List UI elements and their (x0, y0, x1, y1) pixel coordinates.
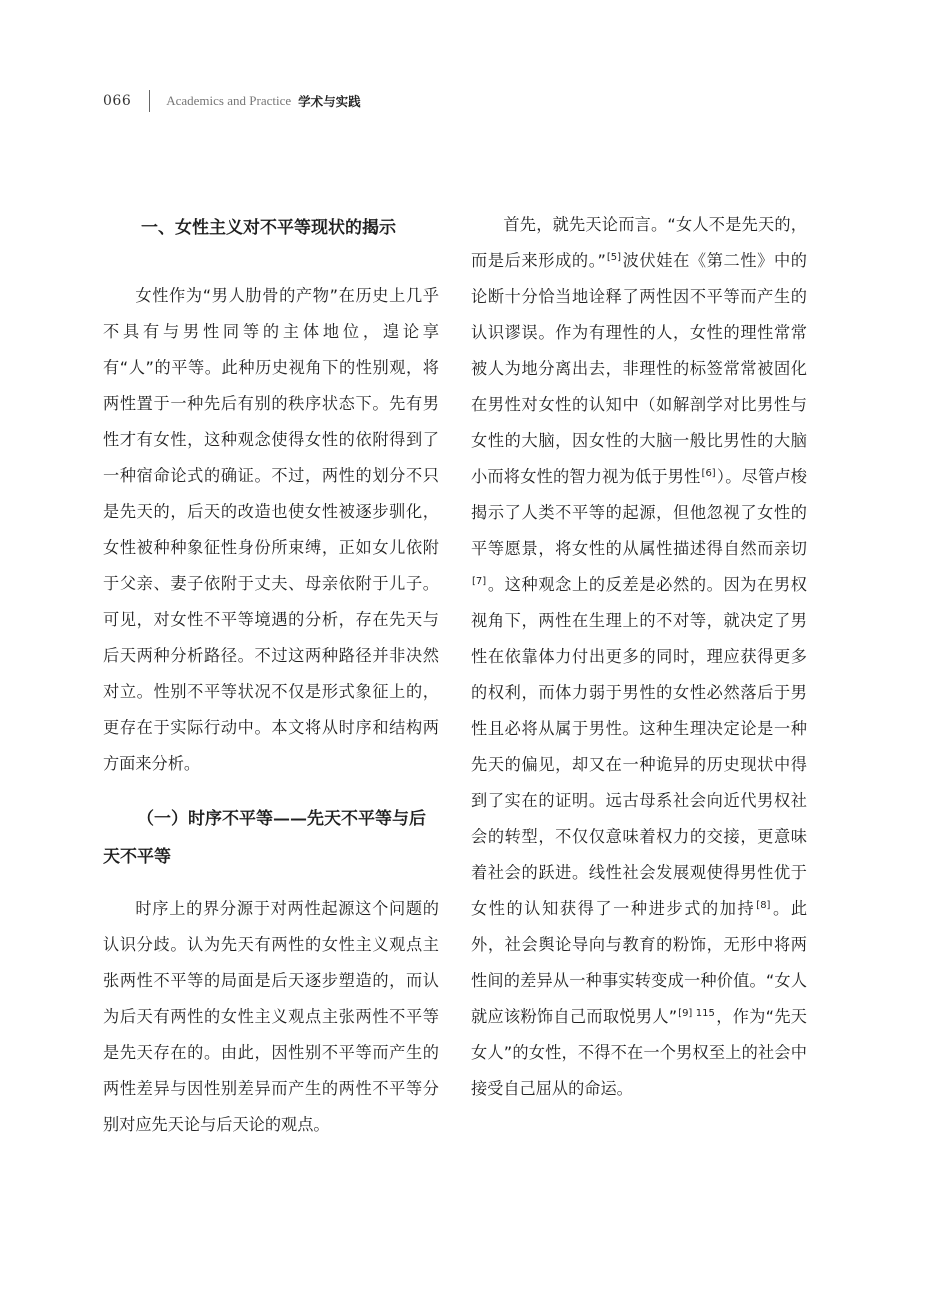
citation-ref: [9] 115 (678, 1007, 715, 1019)
citation-ref: [8] (756, 899, 771, 911)
journal-title-chinese: 学术与实践 (298, 94, 361, 109)
text-segment: ，作为“先天女人”的女性，不得不在一个男权至上的社会中接受自己屈从的命运。 (471, 1007, 807, 1098)
body-paragraph: 女性作为“男人肋骨的产物”在历史上几乎不具有与男性同等的主体地位，遑论享有“人”的平等。此种历史视角下的性别观，将两性置于一种先后有别的秩序状态下。先有男性才有女性，这种观念使得女性的依附得到了一种宿命论式的确证。不过，两性的划分不只是先天的，后天的改造也使女性被逐步驯化，女性被种种象征性身份所束缚，正如女儿依附于父亲、妻子依附于丈夫、母亲依附于儿子。可见，对女性不平等境遇的分析，存在先天与后天两种分析路径。不过这两种路径并非决然对立。性别不平等状况不仅是形式象征上的，更存在于实际行动中。本文将从时序和结构两方面来分析。 (103, 286, 439, 773)
text-segment: ）。尽管卢梭揭示了人类不平等的起源，但他忽视了女性的平等愿景，将女性的从属性描述得自然而亲切 (471, 467, 807, 558)
left-column (103, 206, 439, 1143)
journal-title-english: Academics and Practice (166, 93, 292, 108)
text-segment: 波伏娃在《第二性》中的论断十分恰当地诠释了两性因不平等而产生的认识谬误。作为有理性的人，女性的理性常常被人为地分离出去，非理性的标签常常被固化在男性对女性的认知中（如解剖学对比男性与女性的大脑，因女性的大脑一般比男性的大脑小而将女性的智力视为低于男性 (471, 251, 807, 486)
text-segment: 。此外，社会舆论导向与教育的粉饰，无形中将两性间的差异从一种事实转变成一种价值。“女人就应该粉饰自己而取悦男人” (471, 899, 808, 1026)
section-heading: 一、女性主义对不平等现状的揭示 (141, 218, 396, 238)
body-paragraph (471, 207, 807, 1107)
right-column (471, 206, 807, 1107)
subsection-heading: （一）时序不平等——先天不平等与后天不平等 (103, 809, 426, 867)
text-segment: 首先，就先天论而言。“女人不是先天的，而是后来形成的。” (471, 215, 807, 270)
citation-ref: [6] (701, 467, 716, 479)
text-segment: 。这种观念上的反差是必然的。因为在男权视角下，两性在生理上的不对等，就决定了男性在依靠体力付出更多的同时，理应获得更多的权利，而体力弱于男性的女性必然落后于男性且必将从属于男性。这种生理决定论是一种先天的偏见，却又在一种诡异的历史现状中得到了实在的证明。远古母系社会向近代男权社会的转型，不仅仅意味着权力的交接，更意味着社会的跃进。线性社会发展观使得男性优于女性的认知获得了一种进步式的加持 (471, 575, 807, 918)
header-divider (149, 90, 150, 112)
citation-ref: [5] (606, 251, 621, 263)
page-number: 066 (103, 93, 132, 109)
citation-ref: [7] (472, 575, 487, 587)
running-header (103, 88, 361, 114)
body-paragraph: 时序上的界分源于对两性起源这个问题的认识分歧。认为先天有两性的女性主义观点主张两性不平等的局面是后天逐步塑造的，而认为后天有两性的女性主义观点主张两性不平等是先天存在的。由此，因性别不平等而产生的两性差异与因性别差异而产生的两性不平等分别对应先天论与后天论的观点。 (103, 899, 439, 1134)
